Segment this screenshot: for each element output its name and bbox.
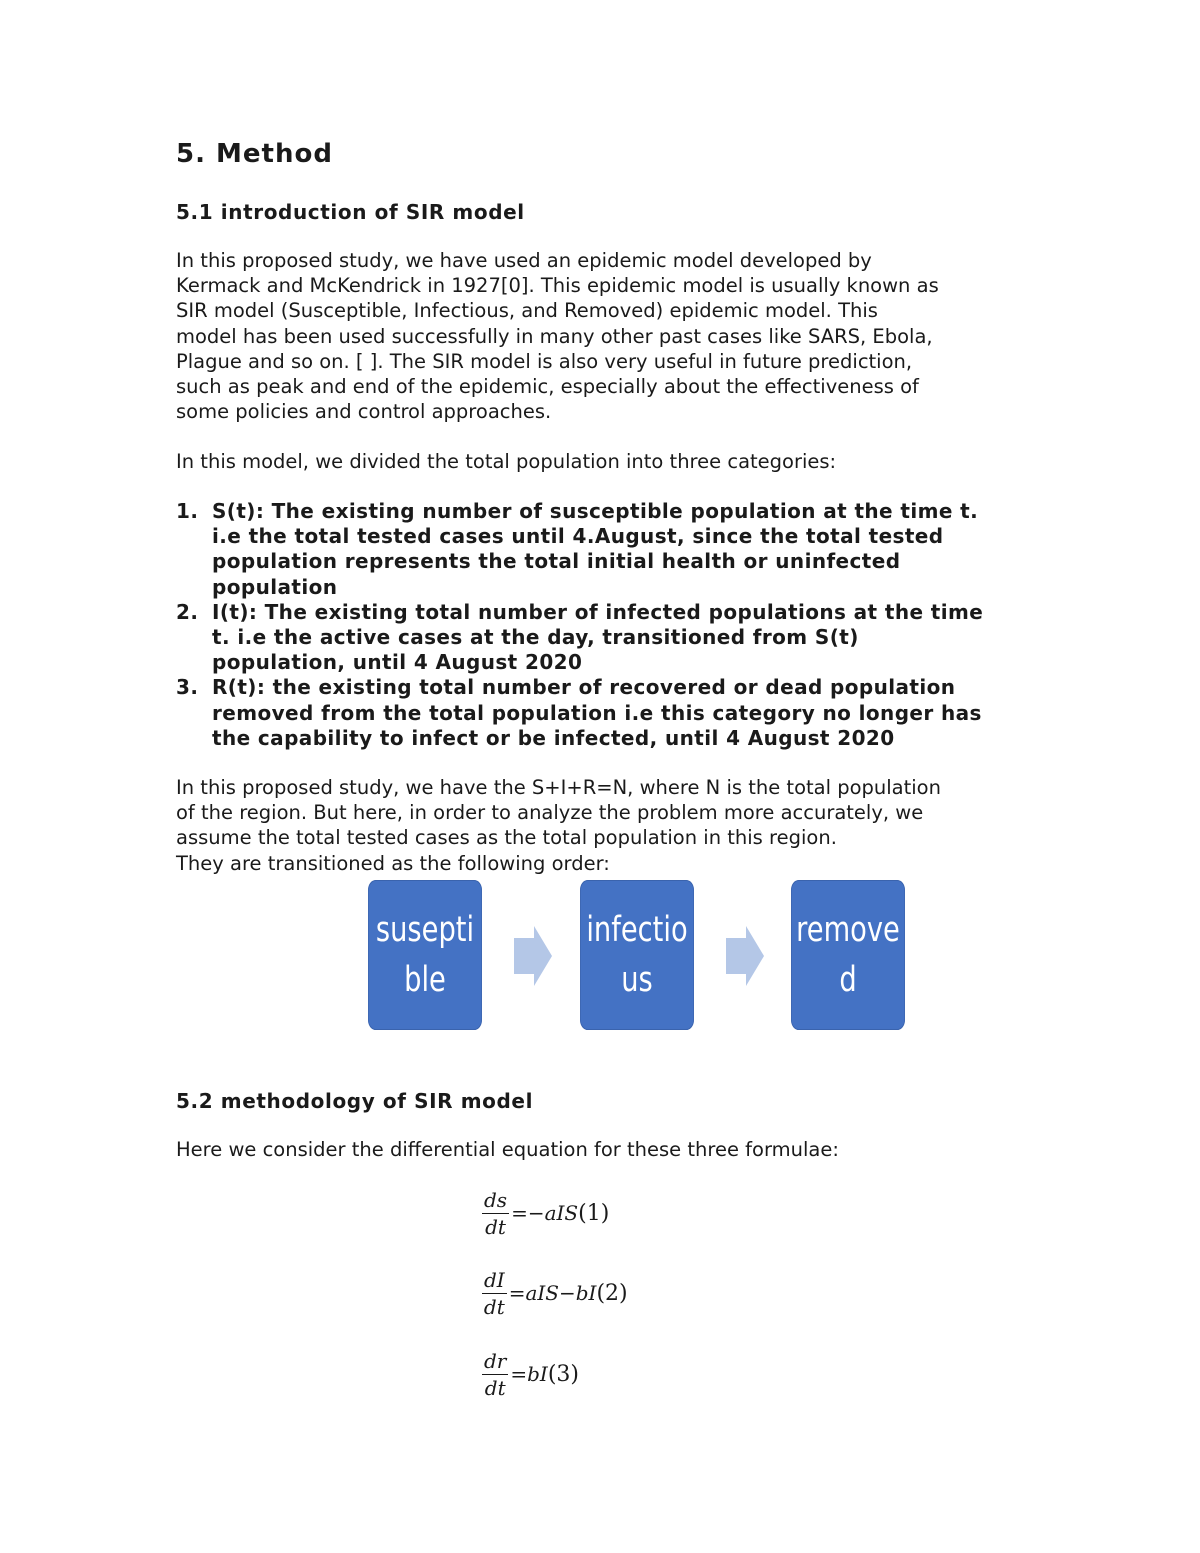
equation-expression: =bI (510, 1362, 548, 1386)
intro-line: SIR model (Susceptible, Infectious, and Removed) epidemic model. This (176, 299, 878, 323)
equation-rhs (510, 1362, 579, 1387)
list-item (176, 675, 1036, 751)
intro-line: some policies and control approaches. (176, 400, 552, 424)
arrow-shape (726, 926, 764, 986)
equation-rhs (509, 1281, 628, 1306)
categories-intro-paragraph (176, 449, 1036, 474)
population-line: They are transitioned as the following order: (176, 851, 610, 875)
equation-fraction (482, 1188, 509, 1239)
equation-denominator: dt (483, 1295, 505, 1319)
equation-denominator: dt (484, 1376, 506, 1400)
list-number: 1. (176, 499, 199, 523)
equation-number: (2) (596, 1281, 628, 1306)
subsection-title-methodology: 5.2 methodology of SIR model (176, 1089, 534, 1113)
methodology-line: Here we consider the differential equation for these three formulae: (176, 1138, 839, 1161)
sir-flow-diagram (350, 878, 925, 1034)
equation-1 (482, 1188, 609, 1239)
list-number: 2. (176, 599, 199, 624)
list-line: t. i.e the active cases at the day, transitioned from S(t) (212, 625, 859, 650)
equation-numerator: dI (484, 1268, 505, 1292)
intro-line: In this proposed study, we have used an epidemic model developed by (176, 249, 872, 272)
list-line: population, until 4 August 2020 (212, 650, 583, 675)
population-paragraph (176, 775, 1036, 876)
equation-fraction (482, 1268, 507, 1319)
intro-line: Plague and so on. [ ]. The SIR model is also very useful in future prediction, (176, 349, 913, 373)
subsection-title-intro: 5.1 introduction of SIR model (176, 200, 525, 224)
equation-3 (482, 1349, 579, 1400)
flow-box-label: removed (796, 910, 900, 1000)
list-line: population represents the total initial health or uninfected (212, 549, 901, 574)
population-line: assume the total tested cases as the total population in this region. (176, 826, 837, 850)
list-line: R(t): the existing total number of recovered or dead population (212, 675, 956, 700)
equation-number: (1) (578, 1201, 610, 1226)
intro-paragraph (176, 248, 1036, 424)
list-line: removed from the total population i.e this category no longer has (212, 700, 982, 725)
arrow-right-icon (514, 926, 552, 986)
methodology-paragraph (176, 1137, 1036, 1162)
equation-expression: =aIS−bI (508, 1281, 597, 1305)
section-heading: 5. Method (176, 139, 333, 169)
equation-rhs (511, 1201, 609, 1226)
list-line: S(t): The existing number of susceptible population at the time t. (212, 499, 979, 523)
flow-box-label: suseptible (375, 910, 475, 1000)
list-number: 3. (176, 675, 199, 700)
flow-box-removed (791, 880, 905, 1030)
population-line: of the region. But here, in order to analyze the problem more accurately, we (176, 801, 924, 825)
intro-line: model has been used successfully in many other past cases like SARS, Ebola, (176, 324, 933, 348)
intro-line: such as peak and end of the epidemic, especially about the effectiveness of (176, 375, 919, 399)
intro-line: Kermack and McKendrick in 1927[0]. This epidemic model is usually known as (176, 274, 939, 298)
list-line: I(t): The existing total number of infected populations at the time (212, 599, 984, 624)
arrow-right-icon (726, 926, 764, 986)
arrow-shape (514, 926, 552, 986)
equation-2 (482, 1268, 628, 1319)
list-item (176, 499, 1036, 600)
flow-box-label: infectious (586, 910, 688, 1000)
categories-list (176, 499, 1036, 751)
list-line: population (212, 574, 338, 599)
equation-numerator: ds (484, 1188, 508, 1212)
equation-denominator: dt (485, 1215, 506, 1239)
equation-numerator: dr (484, 1349, 507, 1373)
equation-number: (3) (547, 1362, 580, 1387)
flow-box-infectious (580, 880, 694, 1030)
list-line: i.e the total tested cases until 4.August, since the total tested (212, 524, 944, 549)
population-line: In this proposed study, we have the S+I+R=N, where N is the total population (176, 776, 941, 799)
list-line: the capability to infect or be infected, until 4 August 2020 (212, 725, 895, 750)
flow-box-susceptible (368, 880, 482, 1030)
equation-expression: =−aIS (511, 1201, 579, 1225)
categories-intro-line: In this model, we divided the total population into three categories: (176, 450, 837, 473)
list-item (176, 600, 1036, 676)
equation-fraction (482, 1349, 508, 1400)
